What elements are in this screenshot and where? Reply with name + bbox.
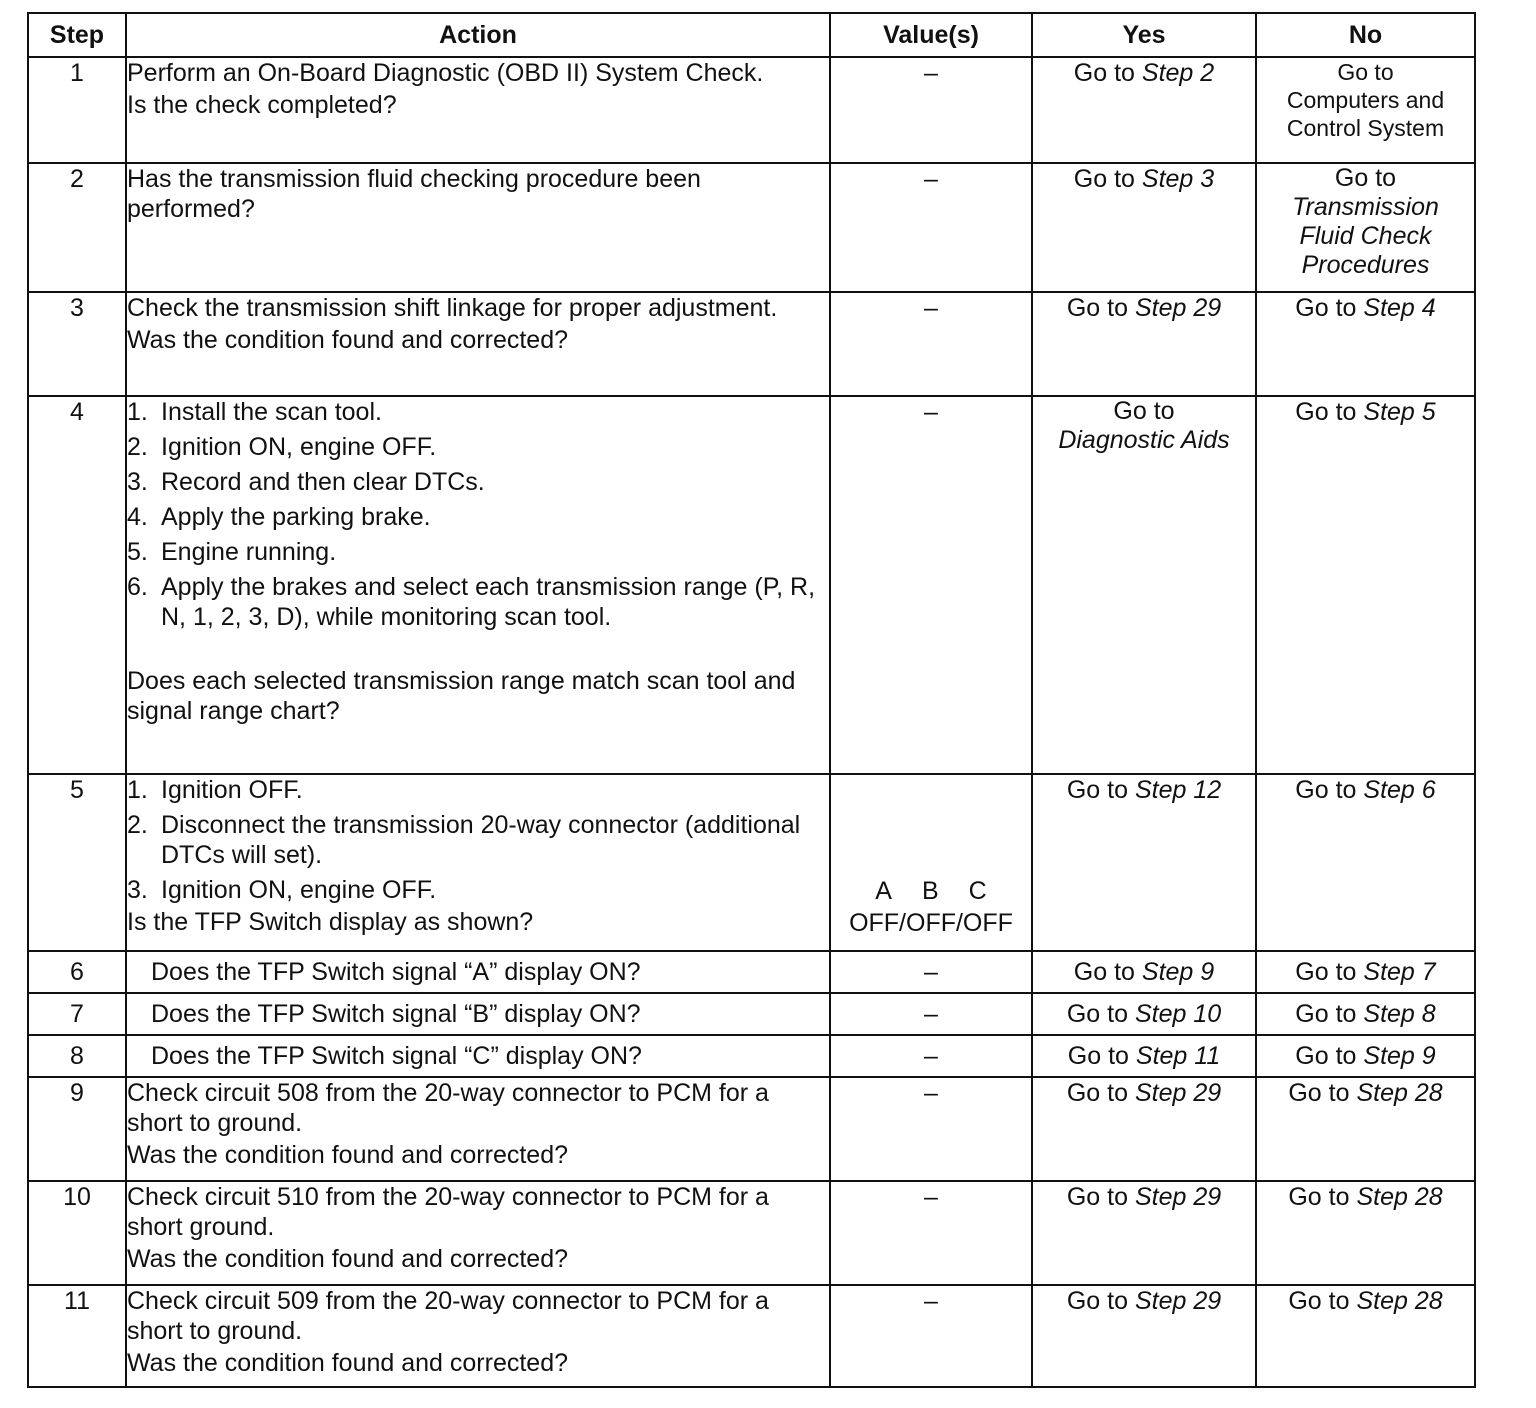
list-item	[127, 572, 829, 632]
yes-target-link[interactable]: Step 29	[1134, 294, 1222, 322]
no-prefix: Go to	[1295, 1042, 1357, 1070]
yes-prefix: Go to	[1066, 1079, 1128, 1107]
no-cell	[1256, 1285, 1475, 1387]
action-question: Does the TFP Switch signal “B” display ON?	[126, 993, 830, 1035]
no-target-link[interactable]: Step 5	[1363, 398, 1436, 426]
value-cell: –	[830, 951, 1032, 993]
action-text: Check circuit 508 from the 20-way connector to PCM for a short to ground.	[127, 1079, 769, 1137]
value-cell: –	[830, 1285, 1032, 1387]
action-question: Does the TFP Switch signal “A” display ON?	[126, 951, 830, 993]
item-text: Ignition OFF.	[161, 776, 303, 804]
value-cell	[830, 774, 1032, 951]
yes-target-link[interactable]: Diagnostic Aids	[1058, 426, 1230, 454]
yes-prefix: Go to	[1066, 1000, 1128, 1028]
item-text: Ignition ON, engine OFF.	[161, 433, 437, 461]
action-question: Was the condition found and corrected?	[127, 1245, 569, 1273]
yes-cell	[1032, 163, 1256, 292]
step-number: 5	[28, 774, 126, 951]
yes-target-link[interactable]: Step 29	[1134, 1079, 1222, 1107]
header-no: No	[1256, 13, 1475, 57]
action-cell	[126, 1285, 830, 1387]
item-text: Install the scan tool.	[161, 398, 382, 426]
action-cell	[126, 396, 830, 774]
no-prefix: Go to	[1288, 1287, 1350, 1315]
step-number: 2	[28, 163, 126, 292]
list-item	[127, 397, 829, 427]
signal-label-b: B	[921, 877, 939, 905]
item-number: 6.	[127, 573, 148, 601]
value-cell: –	[830, 57, 1032, 163]
no-target-link[interactable]: Step 6	[1363, 776, 1436, 804]
step-number: 1	[28, 57, 126, 163]
step-number: 6	[28, 951, 126, 993]
no-cell	[1256, 292, 1475, 396]
action-cell	[126, 1077, 830, 1181]
no-cell	[1256, 1077, 1475, 1181]
header-row	[28, 13, 1475, 57]
item-number: 5.	[127, 538, 148, 566]
step-number: 3	[28, 292, 126, 396]
signal-label-c: C	[968, 877, 987, 905]
list-item	[127, 537, 829, 567]
no-prefix: Go to	[1337, 59, 1394, 85]
yes-target-link[interactable]: Step 12	[1134, 776, 1222, 804]
yes-target-link[interactable]: Step 3	[1141, 165, 1215, 193]
value-cell: –	[830, 163, 1032, 292]
header-action: Action	[126, 13, 830, 57]
yes-cell	[1032, 1077, 1256, 1181]
no-target-link[interactable]: Step 8	[1363, 1000, 1436, 1028]
action-cell	[126, 1181, 830, 1285]
step-number: 8	[28, 1035, 126, 1077]
item-text: Engine running.	[161, 538, 337, 566]
action-cell	[126, 292, 830, 396]
no-prefix: Go to	[1288, 1183, 1350, 1211]
table-row	[28, 292, 1475, 396]
no-prefix: Go to	[1334, 164, 1397, 192]
item-number: 1.	[127, 398, 148, 426]
item-text: Apply the parking brake.	[161, 503, 431, 531]
yes-prefix: Go to	[1073, 958, 1135, 986]
signal-values: OFF/OFF/OFF	[849, 909, 1013, 937]
action-cell	[126, 163, 830, 292]
item-number: 4.	[127, 503, 148, 531]
signal-labels	[831, 876, 1031, 906]
yes-cell	[1032, 292, 1256, 396]
action-text: Check circuit 510 from the 20-way connector to PCM for a short ground.	[127, 1183, 769, 1241]
step-number: 4	[28, 396, 126, 774]
item-text: Ignition ON, engine OFF.	[161, 876, 437, 904]
header-yes: Yes	[1032, 13, 1256, 57]
action-cell	[126, 57, 830, 163]
step-number: 9	[28, 1077, 126, 1181]
no-prefix: Go to	[1295, 776, 1357, 804]
table-row	[28, 774, 1475, 951]
list-item	[127, 810, 829, 870]
header-step: Step	[28, 13, 126, 57]
yes-prefix: Go to	[1066, 1287, 1128, 1315]
no-prefix: Go to	[1288, 1079, 1350, 1107]
no-cell	[1256, 1035, 1475, 1077]
list-item	[127, 502, 829, 532]
item-text: Apply the brakes and select each transmission range (P, R, N, 1, 2, 3, D), while monitoring scan tool.	[161, 573, 816, 631]
no-cell	[1256, 57, 1475, 163]
no-prefix: Go to	[1295, 294, 1357, 322]
value-cell: –	[830, 1035, 1032, 1077]
action-text: Check the transmission shift linkage for proper adjustment.	[127, 294, 778, 322]
yes-cell	[1032, 1181, 1256, 1285]
yes-cell	[1032, 396, 1256, 774]
procedure-list	[127, 397, 829, 632]
yes-cell	[1032, 951, 1256, 993]
action-question: Was the condition found and corrected?	[127, 1141, 569, 1169]
item-number: 1.	[127, 776, 148, 804]
table-row	[28, 993, 1475, 1035]
yes-cell	[1032, 57, 1256, 163]
table-row	[28, 951, 1475, 993]
procedure-list	[127, 775, 829, 905]
value-cell: –	[830, 292, 1032, 396]
no-target-link[interactable]: Step 28	[1356, 1183, 1443, 1211]
no-prefix: Go to	[1295, 398, 1357, 426]
yes-cell	[1032, 774, 1256, 951]
value-cell: –	[830, 1181, 1032, 1285]
item-text: Disconnect the transmission 20-way connector (additional DTCs will set).	[161, 811, 801, 869]
action-cell	[126, 774, 830, 951]
yes-target-link[interactable]: Step 29	[1134, 1183, 1222, 1211]
no-target-link[interactable]: Step 4	[1363, 294, 1436, 322]
no-prefix: Go to	[1295, 1000, 1357, 1028]
table-row	[28, 163, 1475, 292]
yes-prefix: Go to	[1067, 1042, 1129, 1070]
yes-prefix: Go to	[1066, 294, 1128, 322]
table-row	[28, 57, 1475, 163]
step-number: 7	[28, 993, 126, 1035]
value-cell: –	[830, 993, 1032, 1035]
yes-prefix: Go to	[1073, 165, 1135, 193]
list-item	[127, 467, 829, 497]
yes-cell	[1032, 993, 1256, 1035]
no-cell	[1256, 163, 1475, 292]
value-cell: –	[830, 396, 1032, 774]
yes-target-link[interactable]: Step 29	[1134, 1287, 1222, 1315]
yes-prefix: Go to	[1066, 776, 1128, 804]
yes-target-link[interactable]: Step 9	[1141, 958, 1215, 986]
no-target-link[interactable]: Step 7	[1363, 958, 1436, 986]
item-number: 2.	[127, 433, 148, 461]
no-cell	[1256, 951, 1475, 993]
diagnostic-table	[27, 12, 1476, 1388]
action-text: Has the transmission fluid checking procedure been performed?	[127, 165, 701, 223]
header-values: Value(s)	[830, 13, 1032, 57]
no-target-link[interactable]: Transmission Fluid Check Procedures	[1292, 193, 1439, 279]
yes-cell	[1032, 1285, 1256, 1387]
action-question: Is the TFP Switch display as shown?	[127, 908, 534, 936]
list-item	[127, 775, 829, 805]
action-question: Was the condition found and corrected?	[127, 326, 569, 354]
yes-cell	[1032, 1035, 1256, 1077]
step-number: 11	[28, 1285, 126, 1387]
action-question: Is the check completed?	[127, 91, 397, 119]
yes-prefix: Go to	[1113, 397, 1175, 425]
yes-target-link[interactable]: Step 10	[1134, 1000, 1222, 1028]
item-number: 3.	[127, 468, 148, 496]
value-cell: –	[830, 1077, 1032, 1181]
table-row	[28, 396, 1475, 774]
item-text: Record and then clear DTCs.	[161, 468, 485, 496]
yes-prefix: Go to	[1066, 1183, 1128, 1211]
table-row	[28, 1181, 1475, 1285]
step-number: 10	[28, 1181, 126, 1285]
table-row	[28, 1035, 1475, 1077]
list-item	[127, 875, 829, 905]
no-target-link[interactable]: Step 28	[1356, 1079, 1443, 1107]
item-number: 2.	[127, 811, 148, 839]
no-cell	[1256, 1181, 1475, 1285]
signal-label-a: A	[875, 877, 892, 905]
no-cell	[1256, 396, 1475, 774]
no-target-link[interactable]: Step 9	[1363, 1042, 1436, 1070]
yes-target-link[interactable]: Step 11	[1135, 1042, 1221, 1070]
diagnostic-table-container	[27, 12, 1474, 1388]
table-row	[28, 1285, 1475, 1387]
action-text: Perform an On-Board Diagnostic (OBD II) System Check.	[127, 59, 764, 87]
no-cell	[1256, 774, 1475, 951]
action-text: Check circuit 509 from the 20-way connector to PCM for a short to ground.	[127, 1287, 769, 1345]
no-target-link[interactable]: Step 28	[1356, 1287, 1443, 1315]
action-question: Does each selected transmission range match scan tool and signal range chart?	[127, 667, 796, 725]
action-question: Was the condition found and corrected?	[127, 1349, 569, 1377]
list-item	[127, 432, 829, 462]
no-target-link[interactable]: Computers and Control System	[1286, 87, 1445, 141]
table-row	[28, 1077, 1475, 1181]
action-question: Does the TFP Switch signal “C” display ON?	[126, 1035, 830, 1077]
yes-target-link[interactable]: Step 2	[1141, 59, 1215, 87]
no-prefix: Go to	[1295, 958, 1357, 986]
no-cell	[1256, 993, 1475, 1035]
item-number: 3.	[127, 876, 148, 904]
yes-prefix: Go to	[1073, 59, 1135, 87]
